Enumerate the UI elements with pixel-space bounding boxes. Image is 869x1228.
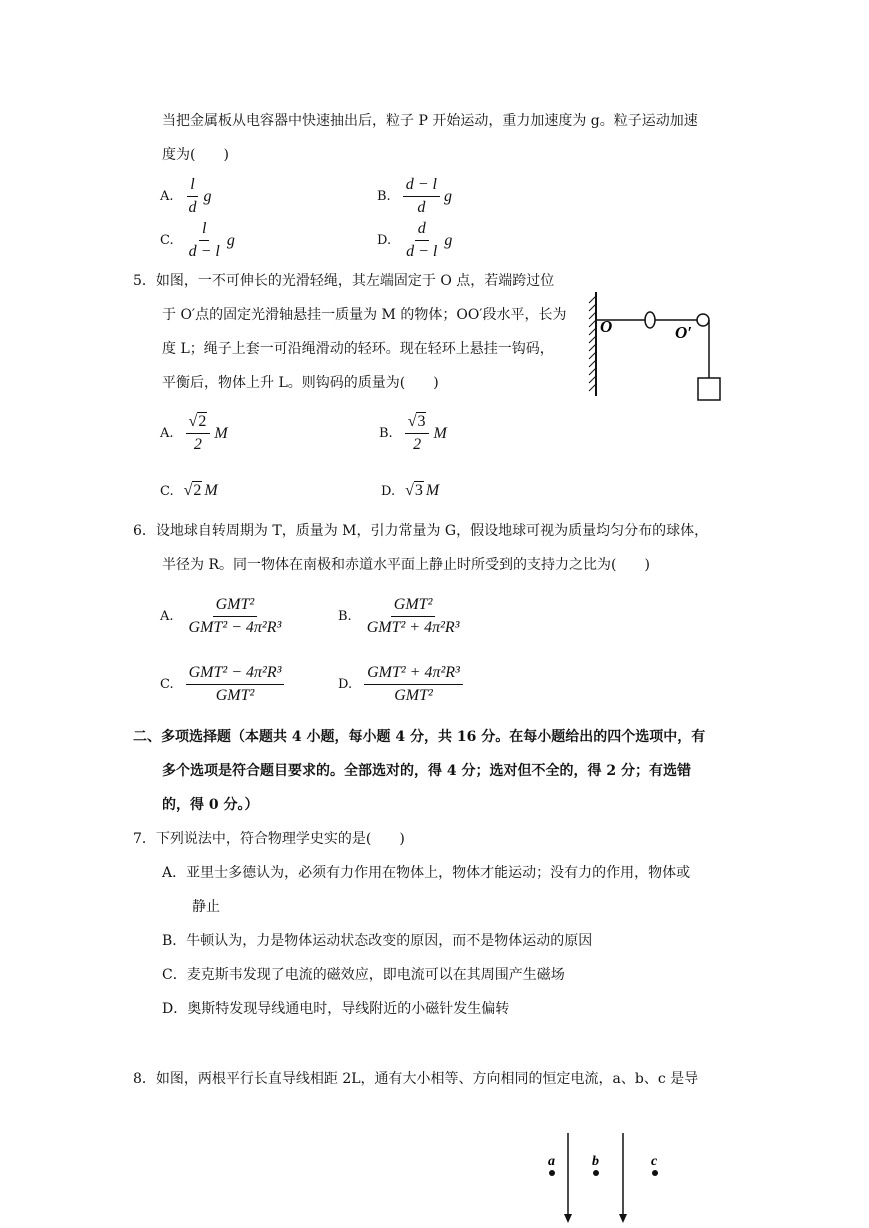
denominator: d xyxy=(417,199,426,216)
pulley xyxy=(697,314,709,326)
factor: g xyxy=(203,187,212,205)
q5-stem-line-1: 5．如图，一不可伸长的光滑轻绳，其左端固定于 O 点，若端跨过位 xyxy=(133,273,555,289)
q7-option-a[interactable]: A．亚里士多德认为，必须有力作用在物体上，物体才能运动；没有力的作用，物体或 xyxy=(162,865,691,881)
q6-option-b[interactable] xyxy=(338,595,464,638)
option-label: C. xyxy=(160,677,174,692)
q4-stem-line-1: 当把金属板从电容器中快速抽出后，粒子 P 开始运动，重力加速度为 g。粒子运动加速 xyxy=(162,113,698,129)
point-c-label: c xyxy=(651,1154,658,1169)
option-label: B. xyxy=(379,426,393,441)
q6-option-c[interactable] xyxy=(160,663,286,706)
radicand: 2 xyxy=(193,482,202,499)
q4-option-a[interactable] xyxy=(160,175,212,218)
factor: g xyxy=(226,231,235,249)
q5-option-d[interactable] xyxy=(381,482,439,500)
numerator: d − l xyxy=(403,175,440,197)
section-2-heading-line-3: 的，得 0 分。） xyxy=(162,797,259,813)
option-label: D. xyxy=(338,677,353,692)
current-arrow-right xyxy=(619,1214,627,1223)
q4-option-c[interactable] xyxy=(160,219,235,262)
numerator: GMT² + 4π²R³ xyxy=(364,663,463,685)
q6-option-a[interactable] xyxy=(160,595,286,638)
label-o-prime: O′ xyxy=(675,323,693,342)
q7-stem: 7．下列说法中，符合物理学史实的是( ) xyxy=(133,831,405,847)
q8-figure xyxy=(535,1130,675,1228)
numerator: GMT² xyxy=(213,595,258,617)
option-label: A. xyxy=(160,189,174,204)
numerator: l xyxy=(187,175,197,197)
q8-stem: 8．如图，两根平行长直导线相距 2L，通有大小相等、方向相同的恒定电流，a、b、c 是导 xyxy=(133,1071,699,1087)
q5-option-b[interactable] xyxy=(379,412,447,455)
denominator: GMT² xyxy=(215,687,255,704)
radicand: 3 xyxy=(414,482,423,499)
q7-option-d[interactable]: D．奥斯特发现导线通电时，导线附近的小磁针发生偏转 xyxy=(162,1001,510,1017)
section-2-heading-line-1: 二、多项选择题（本题共 4 小题，每小题 4 分，共 16 分。在每小题给出的四个选项中，有 xyxy=(133,729,706,745)
q5-stem-line-4: 平衡后，物体上升 L。则钩码的质量为( ) xyxy=(162,375,439,391)
denominator: d − l xyxy=(406,243,438,260)
radicand: 3 xyxy=(417,413,426,430)
q5-stem-line-3: 度 L；绳子上套一可沿绳滑动的轻环。现在轻环上悬挂一钩码， xyxy=(162,341,554,357)
denominator: d − l xyxy=(188,243,220,260)
factor: g xyxy=(444,231,453,249)
label-o: O xyxy=(600,317,613,336)
radicand: 2 xyxy=(198,413,207,430)
q5-option-c[interactable] xyxy=(160,482,218,500)
numerator: GMT² xyxy=(391,595,436,617)
option-label: C. xyxy=(160,233,174,248)
q7-option-b[interactable]: B．牛顿认为，力是物体运动状态改变的原因，而不是物体运动的原因 xyxy=(162,933,593,949)
factor: M xyxy=(204,482,218,499)
sqrt-symbol: √ xyxy=(407,413,417,430)
q7-option-c[interactable]: C．麦克斯韦发现了电流的磁效应，即电流可以在其周围产生磁场 xyxy=(162,967,565,983)
factor: M xyxy=(425,482,440,499)
option-label: A. xyxy=(160,609,174,624)
factor: M xyxy=(214,424,228,442)
denominator: d xyxy=(188,199,197,216)
numerator: GMT² − 4π²R³ xyxy=(186,663,285,685)
factor: g xyxy=(443,187,452,205)
denominator: 2 xyxy=(413,436,422,453)
option-label: B. xyxy=(377,189,391,204)
light-ring xyxy=(645,312,655,328)
q5-stem-line-2: 于 O′点的固定光滑轴悬挂一质量为 M 的物体；OO′段水平，长为 xyxy=(162,307,567,323)
denominator: GMT² − 4π²R³ xyxy=(188,619,282,636)
q5-option-a[interactable] xyxy=(160,412,228,455)
q5-figure xyxy=(585,288,735,406)
q6-stem-line-2: 半径为 R。同一物体在南极和赤道水平面上静止时所受到的支持力之比为( ) xyxy=(162,557,650,573)
factor: M xyxy=(433,424,447,442)
denominator: GMT² xyxy=(394,687,433,704)
denominator: GMT² + 4π²R³ xyxy=(366,619,460,636)
option-label: C. xyxy=(160,483,174,499)
sqrt-symbol: √ xyxy=(183,482,193,499)
point-a-dot xyxy=(549,1170,555,1176)
option-label: D. xyxy=(377,233,392,248)
point-b-label: b xyxy=(592,1154,599,1169)
sqrt-symbol: √ xyxy=(188,413,198,430)
q7-option-a-continued: 静止 xyxy=(192,899,220,915)
option-label: A. xyxy=(160,426,174,441)
point-b-dot xyxy=(593,1170,599,1176)
q4-option-b[interactable] xyxy=(377,175,452,218)
point-a-label: a xyxy=(548,1154,555,1169)
mass-block xyxy=(698,378,720,400)
denominator: 2 xyxy=(193,436,202,453)
current-arrow-left xyxy=(564,1214,572,1223)
numerator: d xyxy=(415,219,429,241)
numerator: l xyxy=(199,219,209,241)
point-c-dot xyxy=(652,1170,658,1176)
section-2-heading-line-2: 多个选项是符合题目要求的。全部选对的，得 4 分；选对但不全的，得 2 分；有选错 xyxy=(162,763,691,779)
q4-option-d[interactable] xyxy=(377,219,452,262)
q6-option-d[interactable] xyxy=(338,663,465,706)
q6-stem-line-1: 6．设地球自转周期为 T，质量为 M，引力常量为 G，假设地球可视为质量均匀分布的球体， xyxy=(133,523,709,539)
option-label: D. xyxy=(381,483,396,499)
sqrt-symbol: √ xyxy=(405,482,414,499)
q4-stem-line-2: 度为( ) xyxy=(162,147,229,163)
option-label: B. xyxy=(338,609,352,624)
